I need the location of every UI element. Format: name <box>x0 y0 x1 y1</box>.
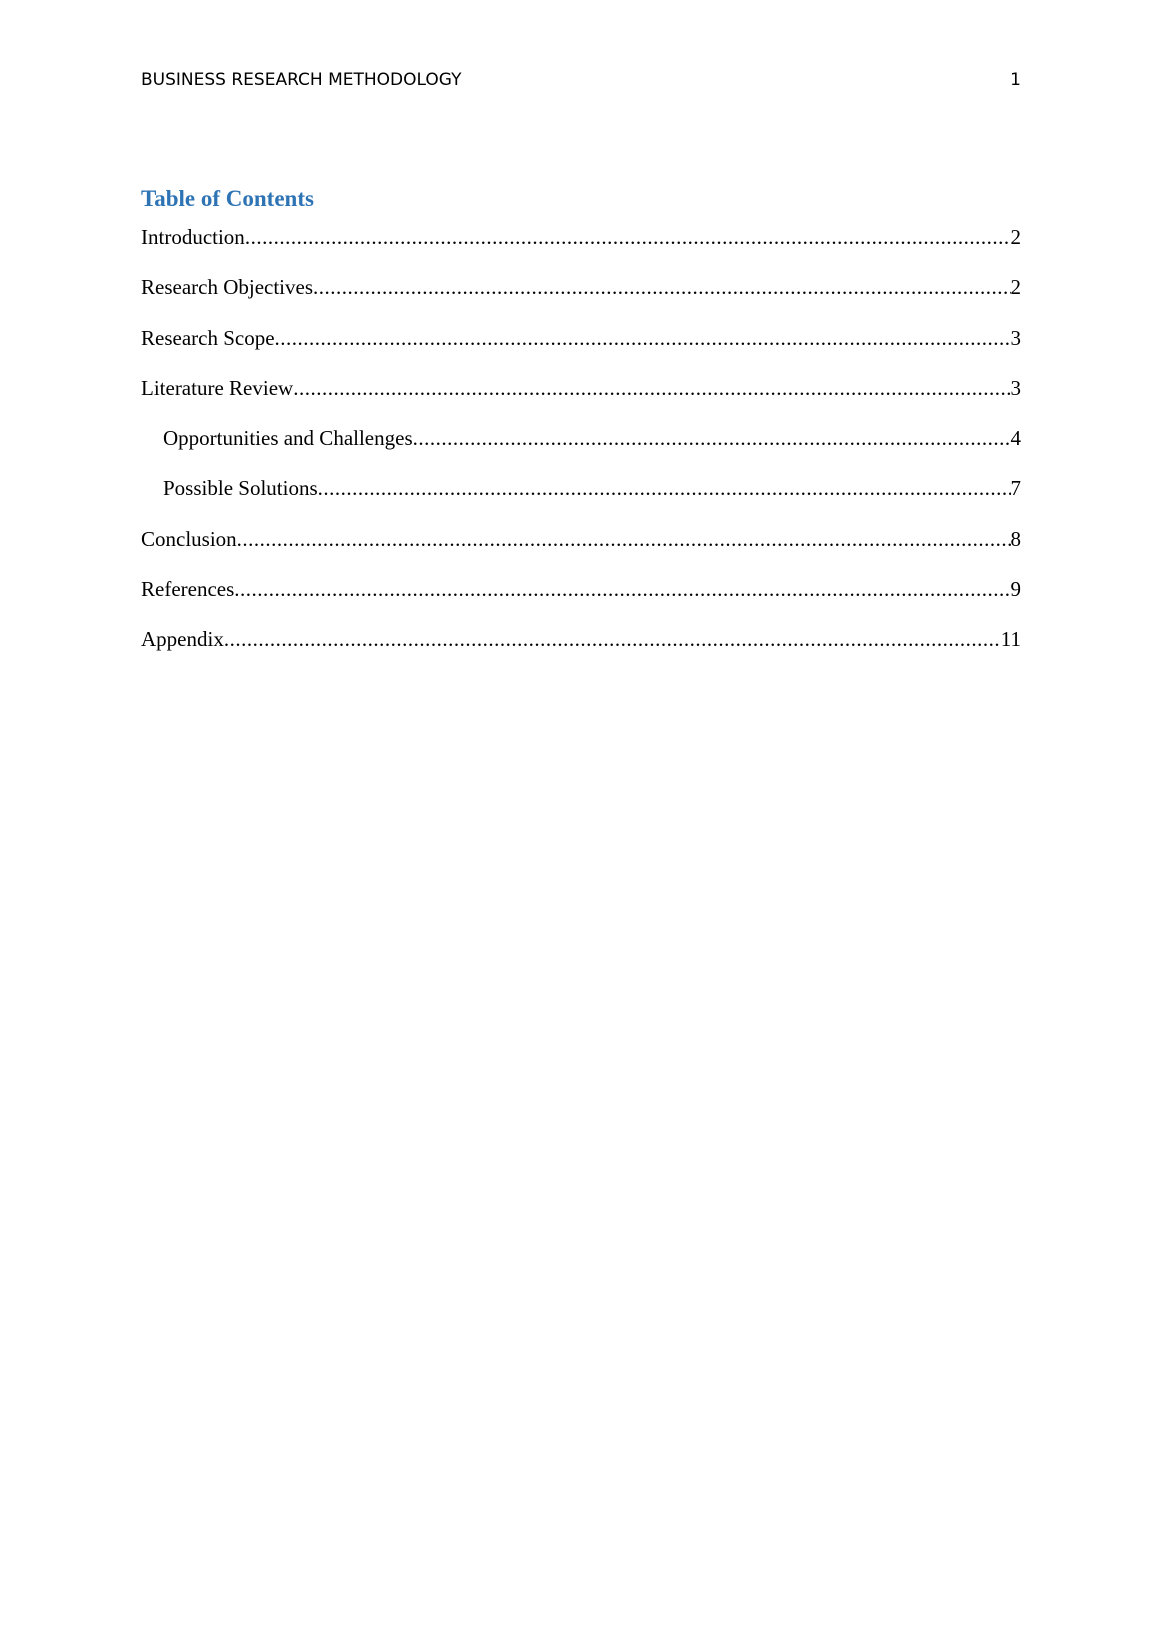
toc-entry-label[interactable]: Introduction <box>141 225 245 249</box>
toc-entry-label[interactable]: Research Scope <box>141 325 275 350</box>
toc-entry-label[interactable]: Possible Solutions <box>163 476 318 501</box>
toc-entry-page: 2 <box>1010 225 1021 249</box>
toc-heading: Table of Contents <box>141 186 314 211</box>
toc-entry-page: 9 <box>1010 577 1021 602</box>
toc-entry-page: 3 <box>1010 375 1021 400</box>
toc-entry-research-scope[interactable] <box>141 325 1021 375</box>
table-of-contents <box>141 224 1021 677</box>
dot-leader <box>237 526 1011 552</box>
dot-leader <box>275 325 1011 351</box>
toc-entry-label[interactable]: Opportunities and Challenges <box>163 426 413 451</box>
toc-entry-page: 3 <box>1010 325 1021 350</box>
toc-entry-page: 2 <box>1010 275 1021 300</box>
toc-entry-label[interactable]: Appendix <box>141 627 224 652</box>
dot-leader <box>318 475 1011 501</box>
toc-entry-research-objectives[interactable] <box>141 274 1021 324</box>
toc-entry-possible-solutions[interactable] <box>141 475 1021 525</box>
dot-leader <box>234 576 1010 602</box>
toc-entry-literature-review[interactable] <box>141 375 1021 425</box>
toc-entry-conclusion[interactable] <box>141 526 1021 576</box>
dot-leader <box>293 375 1010 401</box>
toc-entry-introduction[interactable] <box>141 224 1021 274</box>
toc-entry-references[interactable] <box>141 576 1021 626</box>
dot-leader <box>413 425 1011 451</box>
toc-entry-label[interactable]: Research Objectives <box>141 275 314 300</box>
toc-entry-page: 4 <box>1010 426 1021 451</box>
page-number: 1 <box>1010 70 1021 90</box>
toc-entry-page: 11 <box>1000 627 1021 652</box>
dot-leader <box>245 224 1011 250</box>
toc-entry-page: 8 <box>1010 526 1021 551</box>
running-header-title: BUSINESS RESEARCH METHODOLOGY <box>141 70 462 90</box>
dot-leader <box>224 626 1001 652</box>
toc-entry-opportunities-and-challenges[interactable] <box>141 425 1021 475</box>
toc-entry-page: 7 <box>1010 476 1021 501</box>
running-header <box>141 70 1021 94</box>
toc-entry-label[interactable]: Literature Review <box>141 375 294 400</box>
dot-leader <box>313 274 1010 300</box>
toc-entry-appendix[interactable] <box>141 626 1021 676</box>
toc-entry-label[interactable]: Conclusion <box>141 526 237 551</box>
toc-entry-label[interactable]: References <box>141 577 235 602</box>
